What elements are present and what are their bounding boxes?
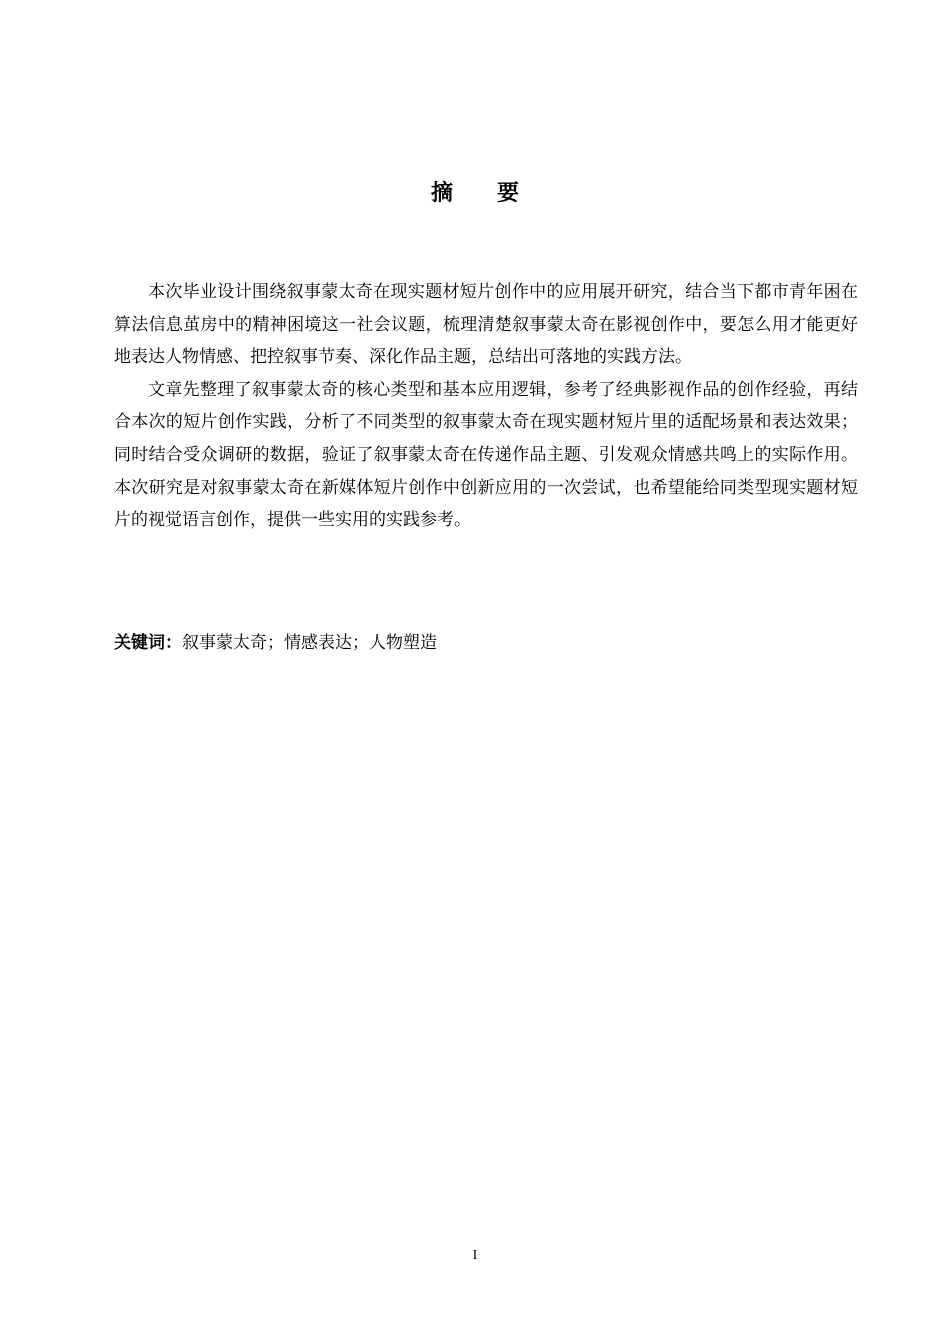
abstract-paragraph-2: 文章先整理了叙事蒙太奇的核心类型和基本应用逻辑，参考了经典影视作品的创作经验，再结合本次的短片创作实践，分析了不同类型的叙事蒙太奇在现实题材短片里的适配场景和表达效果；同时结合受众调研的数据，验证了叙事蒙太奇在传递作品主题、引发观众情感共鸣上的实际作用。本次研究是对叙事蒙太奇在新媒体短片创作中创新应用的一次尝试，也希望能给同类型现实题材短片的视觉语言创作，提供一些实用的实践参考。 xyxy=(114,379,858,531)
abstract-body xyxy=(114,276,858,537)
abstract-paragraph-1: 本次毕业设计围绕叙事蒙太奇在现实题材短片创作中的应用展开研究，结合当下都市青年困在算法信息茧房中的精神困境这一社会议题，梳理清楚叙事蒙太奇在影视创作中，要怎么用才能更好地表达人物情感、把控叙事节奏、深化作品主题，总结出可落地的实践方法。 xyxy=(114,282,858,368)
abstract-title xyxy=(0,178,950,210)
keywords-value: 叙事蒙太奇；情感表达；人物塑造 xyxy=(182,633,437,653)
abstract-title-char-2: 要 xyxy=(497,181,520,206)
page-number: I xyxy=(472,1248,478,1263)
keywords-line xyxy=(114,627,858,659)
keywords-label: 关键词： xyxy=(114,633,182,653)
abstract-title-char-1: 摘 xyxy=(430,181,453,206)
